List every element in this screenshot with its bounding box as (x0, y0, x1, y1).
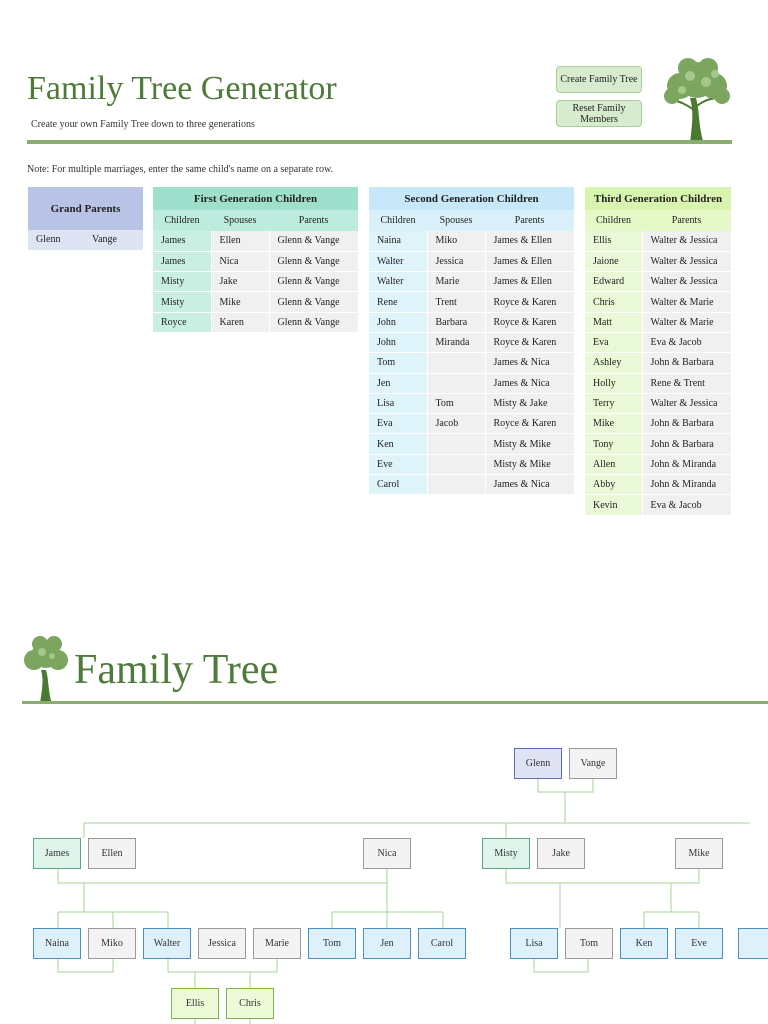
table-cell[interactable]: Miranda (427, 332, 485, 352)
table-cell[interactable]: James (153, 251, 211, 271)
table-cell[interactable]: Walter & Jessica (642, 251, 731, 271)
table-cell[interactable]: John (369, 312, 427, 332)
tree-node-ken[interactable]: Ken (620, 928, 668, 959)
table-cell[interactable]: James & Nica (485, 475, 574, 495)
table-cell[interactable]: Misty & Mike (485, 434, 574, 454)
table-cell[interactable]: Chris (585, 292, 642, 312)
tree-node-eve[interactable]: Eve (675, 928, 723, 959)
table-cell[interactable]: Jake (211, 272, 269, 292)
table-cell[interactable]: Royce & Karen (485, 332, 574, 352)
table-cell[interactable]: Rene & Trent (642, 373, 731, 393)
table-cell[interactable]: Walter & Marie (642, 292, 731, 312)
page-title: Family Tree Generator (27, 70, 337, 107)
table-cell[interactable]: Nica (211, 251, 269, 271)
table-cell[interactable]: James & Nica (485, 353, 574, 373)
create-family-tree-button[interactable]: Create Family Tree (556, 66, 642, 93)
table-cell[interactable]: Mike (211, 292, 269, 312)
column-header: Parents (642, 210, 731, 231)
second-generation-heading: Second Generation Children (369, 187, 574, 210)
table-cell[interactable]: James & Ellen (485, 251, 574, 271)
tree-node-tom[interactable]: Tom (308, 928, 356, 959)
table-cell[interactable]: Walter & Marie (642, 312, 731, 332)
column-header: Children (369, 210, 427, 231)
table-cell[interactable]: Glenn & Vange (269, 251, 358, 271)
table-cell[interactable]: John & Miranda (642, 454, 731, 474)
table-cell[interactable]: Lisa (369, 393, 427, 413)
column-header: Spouses (427, 210, 485, 231)
table-cell[interactable]: Holly (585, 373, 642, 393)
table-cell[interactable]: Walter & Jessica (642, 231, 731, 251)
table-cell[interactable]: Tony (585, 434, 642, 454)
table-cell[interactable]: Glenn & Vange (269, 272, 358, 292)
table-cell[interactable]: Misty (153, 292, 211, 312)
table-cell[interactable]: Ellis (585, 231, 642, 251)
table-cell[interactable]: Glenn & Vange (269, 292, 358, 312)
table-cell[interactable]: Ellen (211, 231, 269, 251)
table-cell[interactable]: James (153, 231, 211, 251)
tree-node-marie[interactable]: Marie (253, 928, 301, 959)
table-cell[interactable]: Walter & Jessica (642, 393, 731, 413)
table-cell[interactable]: Rene (369, 292, 427, 312)
table-cell[interactable]: John & Barbara (642, 353, 731, 373)
reset-family-members-button[interactable]: Reset Family Members (556, 100, 642, 127)
table-cell[interactable]: Ashley (585, 353, 642, 373)
table-cell[interactable]: Jaione (585, 251, 642, 271)
tree-node-miko[interactable]: Miko (88, 928, 136, 959)
table-cell[interactable]: Misty & Jake (485, 393, 574, 413)
page-subtitle: Create your own Family Tree down to three generations (31, 119, 255, 130)
note-text: Note: For multiple marriages, enter the same child's name on a separate row. (27, 164, 334, 175)
table-cell[interactable]: Tom (427, 393, 485, 413)
table-cell[interactable]: Edward (585, 272, 642, 292)
tree-node-james[interactable]: James (33, 838, 81, 869)
tree-node-glenn[interactable]: Glenn (514, 748, 562, 779)
table-cell[interactable]: James & Ellen (485, 231, 574, 251)
table-cell[interactable]: Trent (427, 292, 485, 312)
table-cell[interactable]: Barbara (427, 312, 485, 332)
table-cell[interactable]: John (369, 332, 427, 352)
column-header: Parents (485, 210, 574, 231)
column-header: Children (585, 210, 642, 231)
table-cell[interactable]: Jessica (427, 251, 485, 271)
column-header: Parents (269, 210, 358, 231)
grand-parents-heading: Grand Parents (28, 187, 143, 230)
table-cell[interactable]: Eva & Jacob (642, 495, 731, 515)
table-cell[interactable]: John & Barbara (642, 434, 731, 454)
table-cell[interactable]: Karen (211, 312, 269, 332)
tree-node-tom-spouse[interactable]: Tom (565, 928, 613, 959)
table-cell[interactable]: Marie (427, 272, 485, 292)
table-cell[interactable]: Eva & Jacob (642, 332, 731, 352)
table-cell[interactable]: Carol (369, 475, 427, 495)
tree-node-ellen[interactable]: Ellen (88, 838, 136, 869)
tree-node-partial[interactable] (738, 928, 768, 959)
table-cell[interactable]: James & Nica (485, 373, 574, 393)
tree-node-lisa[interactable]: Lisa (510, 928, 558, 959)
grand-parent-name[interactable]: Vange (84, 230, 143, 250)
table-cell[interactable]: James & Ellen (485, 272, 574, 292)
tree-node-jessica[interactable]: Jessica (198, 928, 246, 959)
table-cell[interactable]: Walter (369, 251, 427, 271)
table-cell[interactable]: Glenn & Vange (269, 312, 358, 332)
table-cell[interactable]: Royce & Karen (485, 292, 574, 312)
tree-node-chris[interactable]: Chris (226, 988, 274, 1019)
table-cell[interactable]: Matt (585, 312, 642, 332)
column-header: Children (153, 210, 211, 231)
tree-node-ellis[interactable]: Ellis (171, 988, 219, 1019)
table-cell[interactable]: Ken (369, 434, 427, 454)
table-cell[interactable]: Jen (369, 373, 427, 393)
table-cell[interactable]: Miko (427, 231, 485, 251)
tree-node-walter[interactable]: Walter (143, 928, 191, 959)
table-cell[interactable]: Glenn & Vange (269, 231, 358, 251)
table-cell[interactable]: Allen (585, 454, 642, 474)
table-cell[interactable]: Abby (585, 475, 642, 495)
first-generation-heading: First Generation Children (153, 187, 358, 210)
column-header: Spouses (211, 210, 269, 231)
tree-node-jen[interactable]: Jen (363, 928, 411, 959)
table-cell[interactable]: John & Miranda (642, 475, 731, 495)
table-cell[interactable]: Misty (153, 272, 211, 292)
table-cell[interactable]: Walter & Jessica (642, 272, 731, 292)
table-cell[interactable]: Jacob (427, 414, 485, 434)
table-cell[interactable]: Misty & Mike (485, 454, 574, 474)
table-cell[interactable]: Eva (369, 414, 427, 434)
family-tree-title: Family Tree (74, 647, 279, 693)
tree-node-carol[interactable]: Carol (418, 928, 466, 959)
tree-node-misty[interactable]: Misty (482, 838, 530, 869)
table-cell[interactable]: Eva (585, 332, 642, 352)
tree-node-nica[interactable]: Nica (363, 838, 411, 869)
table-cell[interactable]: Kevin (585, 495, 642, 515)
grand-parent-name[interactable]: Glenn (28, 230, 84, 250)
table-cell[interactable]: Eve (369, 454, 427, 474)
table-cell[interactable]: Royce & Karen (485, 414, 574, 434)
table-cell[interactable]: Royce (153, 312, 211, 332)
table-cell[interactable]: Terry (585, 393, 642, 413)
table-cell[interactable]: John & Barbara (642, 414, 731, 434)
tree-node-jake[interactable]: Jake (537, 838, 585, 869)
tree-node-vange[interactable]: Vange (569, 748, 617, 779)
tree-node-mike[interactable]: Mike (675, 838, 723, 869)
table-cell[interactable]: Naina (369, 231, 427, 251)
table-cell[interactable]: Tom (369, 353, 427, 373)
table-cell[interactable]: Royce & Karen (485, 312, 574, 332)
table-cell[interactable]: Walter (369, 272, 427, 292)
third-generation-heading: Third Generation Children (585, 187, 731, 210)
tree-node-naina[interactable]: Naina (33, 928, 81, 959)
table-cell[interactable]: Mike (585, 414, 642, 434)
